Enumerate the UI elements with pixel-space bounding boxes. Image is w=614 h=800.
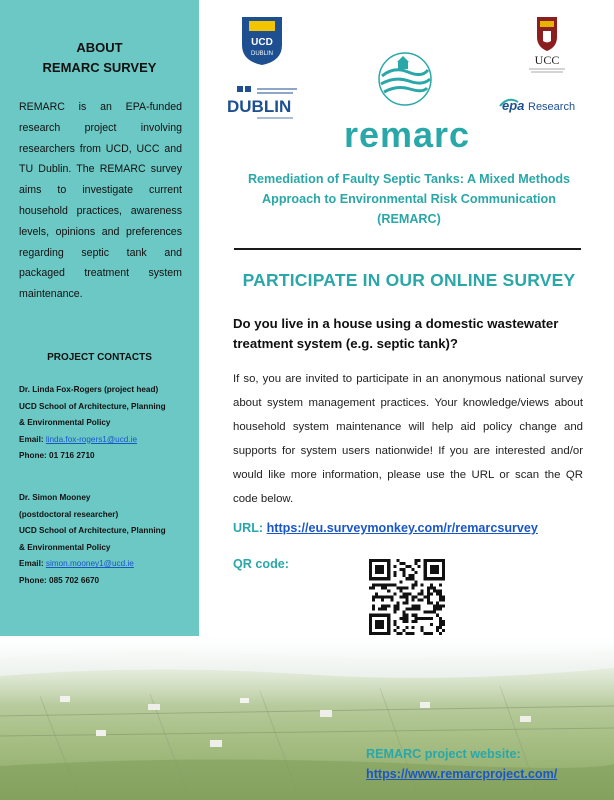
email-link[interactable]: linda.fox-rogers1@ucd.ie [45, 434, 138, 444]
contact-phone: Phone: 085 702 6670 [19, 575, 100, 585]
contact-phone: Phone: 01 716 2710 [19, 451, 95, 461]
contact-dept: & Environmental Policy [19, 542, 111, 552]
contact-email-row [19, 432, 194, 449]
ucc-logo [519, 15, 575, 75]
epa-logo-text: epa [502, 98, 525, 113]
contact-role: (postdoctoral researcher) [19, 509, 119, 519]
sidebar-title [0, 38, 199, 78]
survey-question: Do you live in a house using a domestic wastewater treatment system (e.g. septic tank)? [233, 316, 559, 351]
contact-name: Dr. Simon Mooney [19, 493, 91, 502]
sidebar [0, 0, 199, 636]
website-link[interactable]: https://www.remarcproject.com/ [366, 767, 558, 781]
email-link[interactable]: simon.mooney1@ucd.ie [45, 559, 134, 569]
email-label: Email: [19, 559, 44, 569]
remarc-emblem-icon [378, 52, 432, 106]
brand-title: remarc [343, 114, 471, 155]
about-text: REMARC is an EPA-funded research project involving researchers from UCD, UCC and TU Dublin. The REMARC survey aims to investigate current household practices, awareness levels, opinions and preferences regarding septic tank and packaged treatment system maintenance. [19, 101, 182, 301]
contacts-title: PROJECT CONTACTS [47, 352, 152, 363]
contact-dept: UCD School of Architecture, Planning [19, 526, 166, 536]
contact-simon [19, 490, 194, 590]
tud-logo-text: DUBLIN [227, 97, 292, 116]
invitation-paragraph: If so, you are invited to participate in an anonymous national survey about system management practices. Your knowledge/views about household system maintenance will help aid policy change and supports for system users nationwide! If you are interested and/or would like more information, please use the URL or scan the QR code below. [233, 373, 583, 505]
epa-research-text: Research [528, 101, 576, 113]
divider [234, 248, 581, 250]
sidebar-title-line1: ABOUT [76, 40, 123, 55]
website-block [366, 744, 611, 784]
sidebar-title-line2: REMARC SURVEY [42, 60, 157, 75]
ucd-logo [240, 15, 284, 67]
ucd-logo-text: UCD [251, 37, 273, 48]
contact-email-row [19, 556, 194, 573]
contact-linda [19, 382, 194, 465]
ucd-logo-subtext: DUBLIN [250, 51, 274, 57]
qr-code-icon[interactable] [369, 559, 445, 635]
email-label: Email: [19, 434, 44, 444]
website-label: REMARC project website: [366, 747, 521, 761]
contact-dept: & Environmental Policy [19, 418, 111, 428]
landscape-fade [0, 636, 614, 706]
epa-research-logo [498, 92, 584, 116]
participate-heading: PARTICIPATE IN OUR ONLINE SURVEY [242, 270, 576, 290]
contact-name: Dr. Linda Fox-Rogers (project head) [19, 385, 159, 394]
url-label: URL: [233, 521, 264, 535]
ucc-logo-text: UCC [534, 53, 560, 67]
contact-dept: UCD School of Architecture, Planning [19, 401, 166, 411]
survey-url-link[interactable]: https://eu.surveymonkey.com/r/remarcsurvey [266, 521, 538, 535]
project-subtitle: Remediation of Faulty Septic Tanks: A Mixed Methods Approach to Environmental Risk Communication (REMARC) [247, 172, 571, 226]
qr-label: QR code: [233, 557, 289, 571]
survey-url-row [233, 521, 593, 535]
tu-dublin-logo [227, 86, 299, 122]
